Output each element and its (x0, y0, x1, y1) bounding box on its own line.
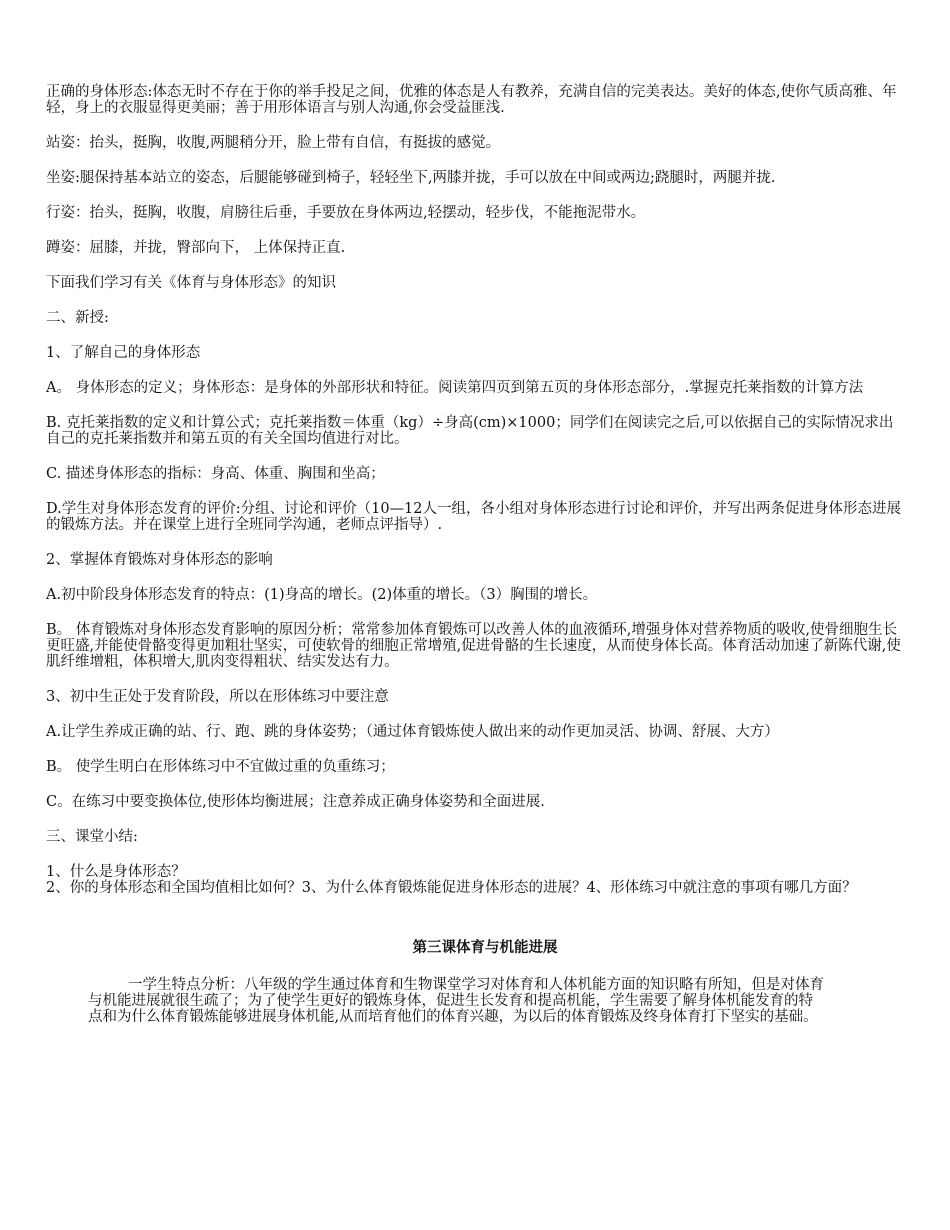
subsection-precautions: 3、初中生正处于发育阶段，所以在形体练习中要注意 (46, 689, 389, 705)
student-analysis (88, 977, 824, 1025)
section-new-lesson: 二、新授: (46, 310, 109, 326)
paragraph-sitting: 坐姿:腿保持基本站立的姿态，后腿能够碰到椅子，轻轻坐下,两膝并拢，手可以放在中间或两边;跷腿时，两腿并拢. (46, 170, 776, 186)
subsection-understand-body: 1、了解自己的身体形态 (46, 345, 201, 361)
paragraph-squatting: 蹲姿：屈膝，并拢，臀部向下， 上体保持正直. (46, 240, 346, 256)
item-student-evaluation: D.学生对身体形态发育的评价:分组、讨论和评价（10—12人一组，各小组对身体形态进行讨论和评价，并写出两条促进身体形态进展的锻炼方法。并在课堂上进行全班同学沟通，老师点评指导）. (46, 501, 901, 533)
item-no-heavy-load: B。 使学生明白在形体练习中不宜做过重的负重练习； (46, 759, 395, 775)
summary-question-2: 2、你的身体形态和全国均值相比如何？3、为什么体育锻炼能促进身体形态的进展？4、形体练习中就注意的事项有哪几方面？ (46, 880, 857, 896)
subsection-exercise-impact: 2、掌握体育锻炼对身体形态的影响 (46, 552, 273, 568)
paragraph-transition: 下面我们学习有关《体育与身体形态》的知识 (46, 275, 336, 291)
student-analysis-text: 一学生特点分析：八年级的学生通过体育和生物课堂学习对体育和人体机能方面的知识略有所知，但是对体育与机能进展就很生疏了；为了使学生更好的锻炼身体，促进生长发育和提高机能，学生需要了解身体机能发育的特点和为什么体育锻炼能够进展身体机能,从而培育他们的体育兴趣，为以后的体育锻炼及终身体育打下坚实的基础。 (88, 977, 824, 1025)
item-correct-posture: A.让学生养成正确的站、行、跑、跳的身体姿势；（通过体育锻炼使人做出来的动作更加灵活、协调、舒展、大方） (46, 724, 779, 740)
paragraph-standing: 站姿：抬头，挺胸，收腹,两腿稍分开，脸上带有自信，有挺拔的感觉。 (46, 135, 501, 151)
item-quetelet-index: B. 克托莱指数的定义和计算公式；克托莱指数＝体重（kg）÷身高(cm)×1000；同学们在阅读完之后,可以依据自己的实际情况求出自己的克托莱指数并和第五页的有关全国均值进行对比。 (46, 415, 894, 447)
item-body-definition: A。 身体形态的定义；身体形态：是身体的外部形状和特征。阅读第四页到第五页的身体形态部分，.掌握克托莱指数的计算方法 (46, 380, 864, 396)
item-body-indicators: C. 描述身体形态的指标：身高、体重、胸围和坐高； (46, 466, 385, 482)
lesson-title: 第三课体育与机能进展 (412, 940, 558, 956)
paragraph-posture-intro: 正确的身体形态:体态无时不存在于你的举手投足之间，优雅的体态是人有教养，充满自信的完美表达。美好的体态,使你气质高雅、年轻，身上的衣服显得更美丽；善于用形体语言与别人沟通,你会受益匪浅. (46, 84, 897, 116)
summary-question-1: 1、什么是身体形态？ (46, 864, 186, 880)
paragraph-walking: 行姿：抬头，挺胸，收腹，肩膀往后垂，手要放在身体两边,轻摆动，轻步伐，不能拖泥带水。 (46, 205, 646, 221)
item-development-features: A.初中阶段身体形态发育的特点：(1)身高的增长。(2)体重的增长。（3）胸围的增长。 (46, 587, 598, 603)
item-cause-analysis: B。 体育锻炼对身体形态发育影响的原因分析；常常参加体育锻炼可以改善人体的血液循环,增强身体对营养物质的吸收,使骨细胞生长更旺盛,并能使骨骼变得更加粗壮坚实，可使软骨的细胞正常增殖,促进骨骼的生长速度，从而使身体长高。体育活动加速了新陈代谢,使肌纤维增粗，体积增大,肌肉变得粗状、结实发达有力。 (46, 622, 901, 670)
section-summary: 三、课堂小结: (46, 829, 138, 845)
item-change-position: C。在练习中要变换体位,使形体均衡进展；注意养成正确身体姿势和全面进展. (46, 794, 545, 810)
